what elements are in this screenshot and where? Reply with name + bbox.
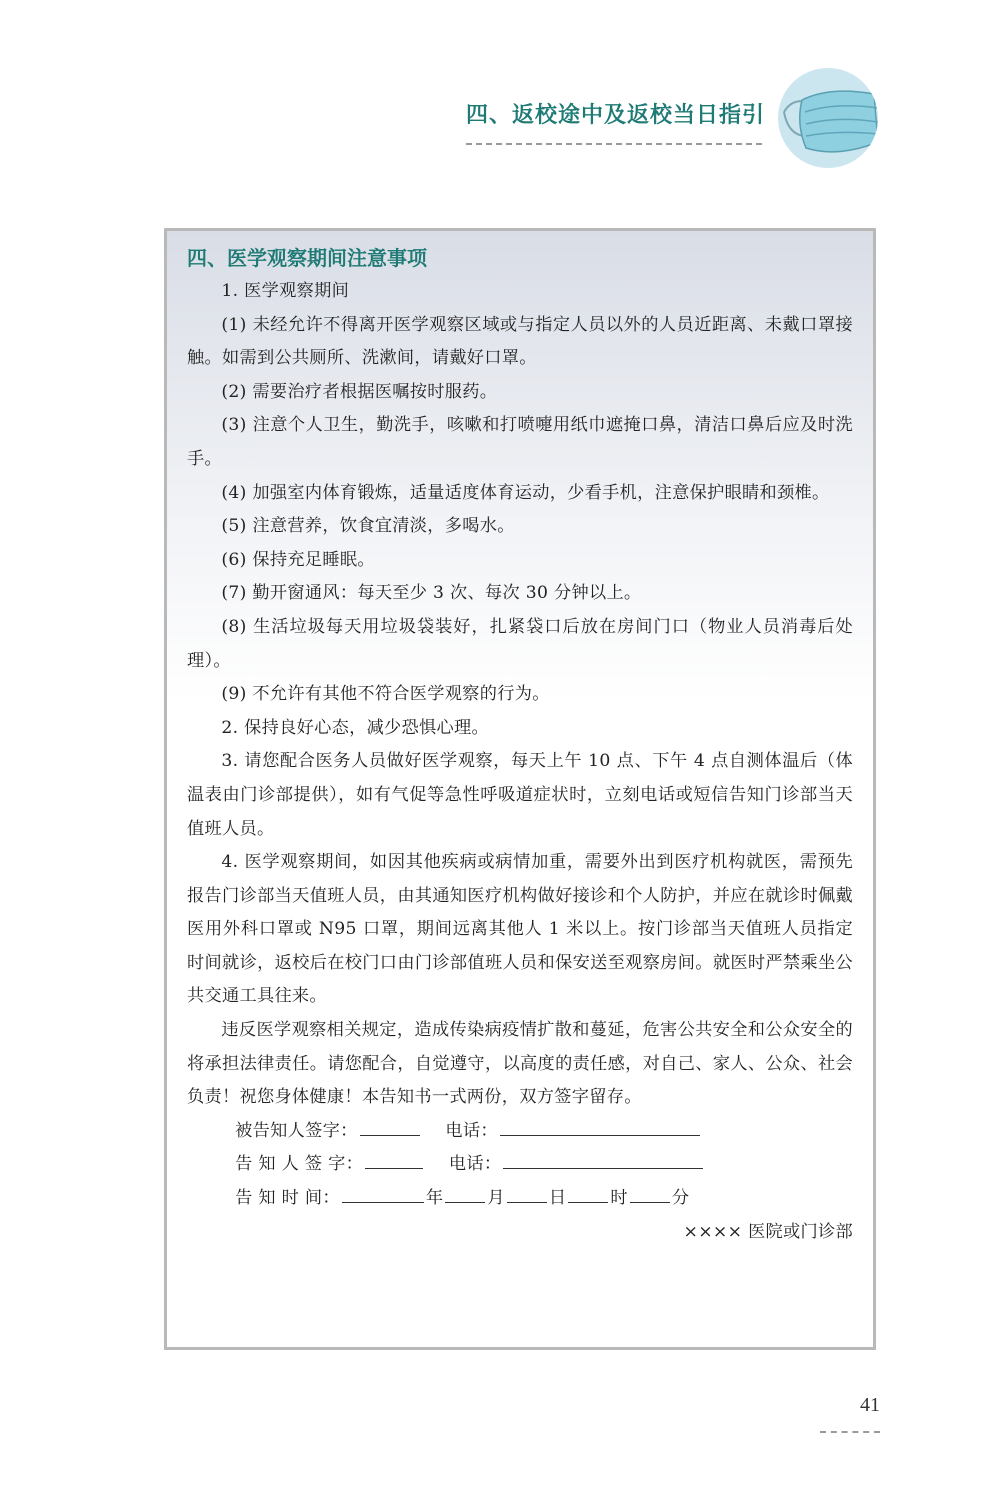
notice-paragraph: 3. 请您配合医务人员做好医学观察，每天上午 10 点、下午 4 点自测体温后（体温表由门诊部提供），如有气促等急性呼吸道症状时，立刻电话或短信告知门诊部当天值班人员。 (187, 751, 853, 839)
informed-phone-field[interactable] (500, 1117, 700, 1136)
informed-signature-line (187, 1115, 853, 1149)
phone-label: 电话： (445, 1120, 498, 1141)
issuing-organization: ×××× 医院或门诊部 (683, 1221, 853, 1242)
notice-paragraph: (2) 需要治疗者根据医嘱按时服药。 (221, 381, 498, 402)
notice-paragraph: (8) 生活垃圾每天用垃圾袋装好，扎紧袋口后放在房间门口（物业人员消毒后处理）。 (187, 616, 853, 671)
notice-paragraph: 2. 保持良好心态，减少恐惧心理。 (221, 717, 489, 738)
notice-paragraph: (9) 不允许有其他不符合医学观察的行为。 (221, 684, 550, 705)
phone-label: 电话： (448, 1154, 502, 1175)
notice-paragraph: (4) 加强室内体育锻炼，适量适度体育运动，少看手机，注意保护眼睛和颈椎。 (221, 482, 830, 503)
notice-paragraph: (3) 注意个人卫生，勤洗手，咳嗽和打喷嚏用纸巾遮掩口鼻，清洁口鼻后应及时洗手。 (187, 415, 853, 469)
informer-signature-line (187, 1148, 853, 1182)
hour-label: 时 (610, 1188, 628, 1209)
face-mask-icon (778, 68, 878, 168)
notice-time-label: 告 知 时 间： (235, 1188, 340, 1209)
notice-paragraph: (6) 保持充足睡眠。 (221, 549, 375, 570)
notice-paragraph: (7) 勤开窗通风：每天至少 3 次、每次 30 分钟以上。 (221, 583, 642, 604)
notice-box (164, 228, 876, 1350)
informer-phone-field[interactable] (503, 1150, 703, 1169)
informer-signature-field[interactable] (365, 1150, 423, 1169)
page-number: 41 (860, 1394, 880, 1416)
notice-time-line (187, 1182, 853, 1216)
minute-field[interactable] (630, 1184, 670, 1203)
face-mask-illustration (778, 68, 878, 168)
month-field[interactable] (445, 1184, 485, 1203)
chapter-title: 四、返校途中及返校当日指引 (466, 103, 766, 128)
informer-signature-label: 告 知 人 签 字： (235, 1154, 364, 1175)
chapter-header (466, 98, 766, 145)
day-field[interactable] (507, 1184, 547, 1203)
informed-signature-field[interactable] (360, 1117, 420, 1136)
hour-field[interactable] (568, 1184, 608, 1203)
page-number-divider (820, 1431, 880, 1433)
month-label: 月 (487, 1188, 505, 1209)
notice-paragraph: 1. 医学观察期间 (221, 281, 350, 301)
notice-heading: 四、医学观察期间注意事项 (187, 246, 427, 270)
year-label: 年 (425, 1188, 444, 1209)
informed-signature-label: 被告知人签字： (235, 1120, 358, 1141)
notice-paragraph: 违反医学观察相关规定，造成传染病疫情扩散和蔓延，危害公共安全和公众安全的将承担法律责任。请您配合，自觉遵守，以高度的责任感，对自己、家人、公众、社会负责！祝您身体健康！本告知书一式两份，双方签字留存。 (187, 1020, 853, 1108)
notice-paragraph: (5) 注意营养，饮食宜清淡，多喝水。 (221, 516, 515, 537)
notice-paragraph: 4. 医学观察期间，如因其他疾病或病情加重，需要外出到医疗机构就医，需预先报告门诊部当天值班人员，由其通知医疗机构做好接诊和个人防护，并应在就诊时佩戴医用外科口罩或 N95 口罩，期间远离其他人 1 米以上。按门诊部当天值班人员指定时间就诊，返校后在校门口由门诊部值班人员和保安送至观察房间。就医时严禁乘坐公共交通工具往来。 (187, 852, 853, 1007)
day-label: 日 (548, 1188, 567, 1209)
notice-paragraph: (1) 未经允许不得离开医学观察区域或与指定人员以外的人员近距离、未戴口罩接触。如需到公共厕所、洗漱间，请戴好口罩。 (187, 314, 853, 369)
chapter-divider (466, 143, 762, 145)
minute-label: 分 (671, 1188, 690, 1209)
year-field[interactable] (342, 1184, 424, 1203)
